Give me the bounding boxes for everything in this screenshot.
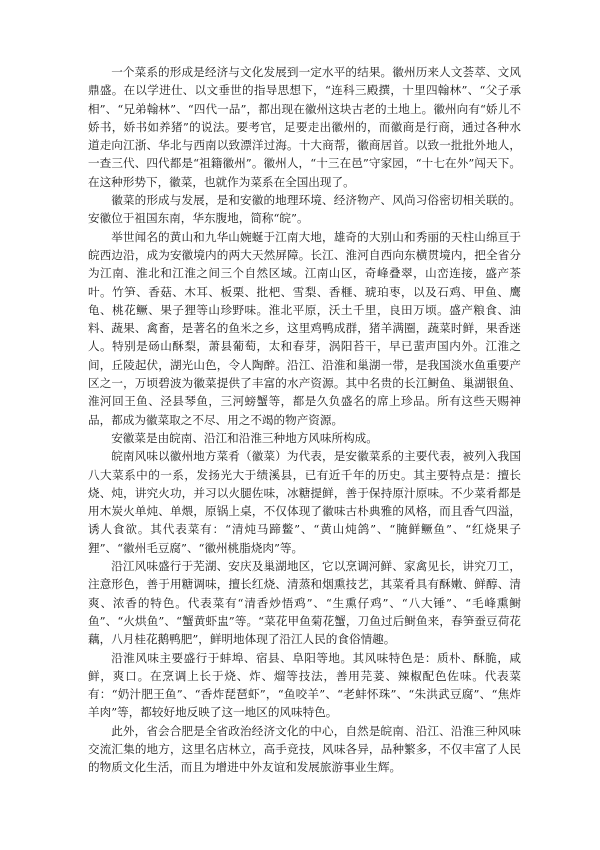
document-page [88, 63, 521, 777]
paragraph-wannan-style: 皖南风味以徽州地方菜肴（徽菜）为代表，是安徽菜系的主要代表，被列入我国八大菜系中的一系，发扬光大于绩溪县，已有近千年的历史。其主要特点是：擅长烧、炖，讲究火功，并习以火腿佐味，冰糖提鲜，善于保持原汁原味。不少菜肴都是用木炭火单炖、单煨，原锅上桌，不仅体现了徽味古朴典雅的风格，而且香气四溢，诱人食欲。其代表菜有：“清炖马蹄鳖”、“黄山炖鸽”、“腌鲜鳜鱼”、“红烧果子狸”、“徽州毛豆腐”、“徽州桃脂烧肉”等。 [88, 449, 521, 555]
paragraph-natural-resources: 举世闻名的黄山和九华山婉蜒于江南大地，雄奇的大别山和秀丽的天柱山绵亘于皖西边沿，成为安徽境内的两大天然屏障。长江、淮河自西向东横贯境内，把全省分为江南、淮北和江淮之间三个自然区域。江南山区，奇峰叠翠，山峦连接，盛产茶叶。竹笋、香菇、木耳、板栗、批杷、雪梨、香榧、琥珀枣，以及石鸡、甲鱼、鹰龟、桃花鳜、果子狸等山珍野味。淮北平原，沃土千里，良田万顷。盛产粮食、油料、蔬果、禽畜，是著名的鱼米之乡，这里鸡鸭成群，猪羊满圈，蔬菜时鲜，果香迷人。特别是砀山酥梨，萧县葡萄，太和春芽，涡阳苔干，早已蜚声国内外。江淮之间，丘陵起伏，湖光山色，令人陶醉。沿江、沿淮和巢湖一带，是我国淡水鱼重要产区之一，万顷碧波为徽菜提供了丰富的水产资源。其中名贵的长江鲥鱼、巢湖银鱼、淮河回王鱼、泾县琴鱼，三河螃蟹等，都是久负盛名的席上珍品。所有这些天赐神品，都成为徽菜取之不尽、用之不竭的物产资源。 [88, 229, 521, 427]
paragraph-geography-intro: 徽菜的形成与发展，是和安徽的地理环境、经济物产、风尚习俗密切相关联的。安徽位于祖国东南，华东腹地，简称“皖”。 [88, 193, 521, 226]
paragraph-yanjiang-style: 沿江风味盛行于芜湖、安庆及巢湖地区，它以烹调河鲜、家禽见长，讲究刀工，注意形色，善于用糖调味，擅长红烧、清蒸和烟熏技艺，其菜肴具有酥嫩、鲜醇、清爽、浓香的特色。代表菜有“清香炒悟鸡”、“生熏仔鸡”、“八大锤”、“毛峰熏鲥鱼”、“火烘鱼”、“蟹黄虾盅”等。“菜花甲鱼菊花蟹，刀鱼过后鲥鱼来，春笋蚕豆荷花藕，八月桂花鹅鸭肥”，鲜明地体现了沿江人民的食俗情趣。 [88, 559, 521, 647]
paragraph-three-styles: 安徽菜是由皖南、沿江和沿淮三种地方风味所构成。 [111, 430, 378, 445]
paragraph-yanhuai-style: 沿淮风味主要盛行于蚌埠、宿县、阜阳等地。其风味特色是：质朴、酥脆，咸鲜，爽口。在烹调上长于烧、炸、熘等技法，善用芫荽、辣椒配色佐味。代表菜有：“奶汁肥王鱼”、“香炸琵琶虾”，“鱼咬羊”、“老蚌怀珠”、“朱洪武豆腐”、“焦炸羊肉”等，都较好地反映了这一地区的风味特色。 [88, 650, 521, 720]
paragraph-hefei: 此外，省会合肥是全省政治经济文化的中心，自然是皖南、沿江、沿淮三种风味交流汇集的地方，这里名店林立，高手竞技，风味各异，品种繁多，不仅丰富了人民的物质文化生活，而且为增进中外友谊和发展旅游事业生辉。 [88, 723, 521, 775]
paragraph-culture: 一个菜系的形成是经济与文化发展到一定水平的结果。徽州历来人文荟萃、文风鼎盛。在以学进仕、以文垂世的指导思想下，“连科三殿撰，十里四翰林”、“父子承相”、“兄弟翰林”、“四代一品”，都出现在徽州这块古老的土地上。徽州向有“娇儿不娇书，娇书如养猪”的说法。要考官，足要走出徽州的，而徽商是行商，通过各种水道走向江浙、华北与西南以致漂洋过海。十大商帮，徽商居首。以致一批批外地人，一查三代、四代都是“祖籍徽州”。徽州人，“十三在邑”守家园，“十七在外”闯天下。在这种形势下，徽菜，也就作为菜系在全国出现了。 [88, 65, 521, 189]
